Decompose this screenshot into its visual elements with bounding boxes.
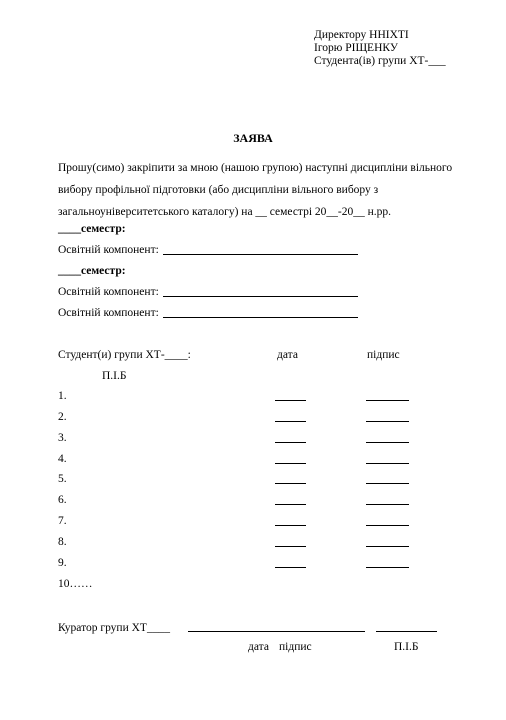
addressee-line-1: Директору ННІХТІ bbox=[314, 29, 409, 41]
student-signature-line[interactable] bbox=[366, 421, 409, 422]
student-date-line[interactable] bbox=[275, 442, 306, 443]
students-group-label: Студент(и) групи ХТ-____: bbox=[58, 349, 191, 361]
student-date-line[interactable] bbox=[275, 525, 306, 526]
curator-date-caption: дата bbox=[248, 641, 269, 653]
student-row-number: 4. bbox=[58, 453, 67, 465]
student-date-line[interactable] bbox=[275, 400, 306, 401]
addressee-line-3: Студента(ів) групи ХТ-___ bbox=[314, 55, 446, 67]
student-signature-line[interactable] bbox=[366, 400, 409, 401]
student-date-line[interactable] bbox=[275, 567, 306, 568]
curator-signature-caption: підпис bbox=[279, 641, 312, 653]
student-signature-line[interactable] bbox=[366, 525, 409, 526]
paragraph-line-3: загальноуніверситетського каталогу) на __ семестрі 20__-20__ н.рр. bbox=[58, 206, 392, 218]
curator-date-signature-line[interactable] bbox=[188, 631, 365, 632]
semester-label-2: ____семестр: bbox=[58, 265, 126, 277]
student-signature-line[interactable] bbox=[366, 567, 409, 568]
student-signature-line[interactable] bbox=[366, 546, 409, 547]
paragraph-line-1: Прошу(симо) закріпити за мною (нашою групою) наступні дисципліни вільного bbox=[58, 162, 453, 174]
curator-name-caption: П.І.Б bbox=[394, 641, 419, 653]
curator-label: Куратор групи ХТ____ bbox=[58, 622, 170, 634]
curator-name-line[interactable] bbox=[376, 631, 437, 632]
component-label-1: Освітній компонент: bbox=[58, 244, 159, 256]
student-row-number: 1. bbox=[58, 390, 67, 402]
students-name-header: П.І.Б bbox=[102, 370, 127, 382]
student-row-number: 9. bbox=[58, 557, 67, 569]
addressee-line-2: Ігорю РІЩЕНКУ bbox=[314, 42, 398, 54]
student-row-number-last: 10…… bbox=[58, 578, 93, 590]
student-date-line[interactable] bbox=[275, 463, 306, 464]
student-date-line[interactable] bbox=[275, 421, 306, 422]
student-date-line[interactable] bbox=[275, 504, 306, 505]
component-line-2[interactable] bbox=[163, 296, 358, 297]
student-row-number: 6. bbox=[58, 494, 67, 506]
student-row-number: 7. bbox=[58, 515, 67, 527]
student-row-number: 3. bbox=[58, 432, 67, 444]
student-date-line[interactable] bbox=[275, 546, 306, 547]
student-signature-line[interactable] bbox=[366, 504, 409, 505]
students-date-header: дата bbox=[277, 349, 298, 361]
paragraph-line-2: вибору профільної підготовки (або дисципліни вільного вибору з bbox=[58, 184, 379, 196]
student-signature-line[interactable] bbox=[366, 463, 409, 464]
component-line-3[interactable] bbox=[163, 317, 358, 318]
component-label-2: Освітній компонент: bbox=[58, 286, 159, 298]
semester-label-1: ____семестр: bbox=[58, 223, 126, 235]
component-line-1[interactable] bbox=[163, 254, 358, 255]
student-signature-line[interactable] bbox=[366, 442, 409, 443]
addressee-block bbox=[314, 29, 446, 68]
student-row-number: 8. bbox=[58, 536, 67, 548]
document-title: ЗАЯВА bbox=[233, 131, 273, 145]
student-signature-line[interactable] bbox=[366, 483, 409, 484]
student-date-line[interactable] bbox=[275, 483, 306, 484]
request-paragraph bbox=[58, 157, 478, 223]
component-label-3: Освітній компонент: bbox=[58, 307, 159, 319]
students-signature-header: підпис bbox=[367, 349, 400, 361]
student-row-number: 2. bbox=[58, 411, 67, 423]
student-row-number: 5. bbox=[58, 473, 67, 485]
